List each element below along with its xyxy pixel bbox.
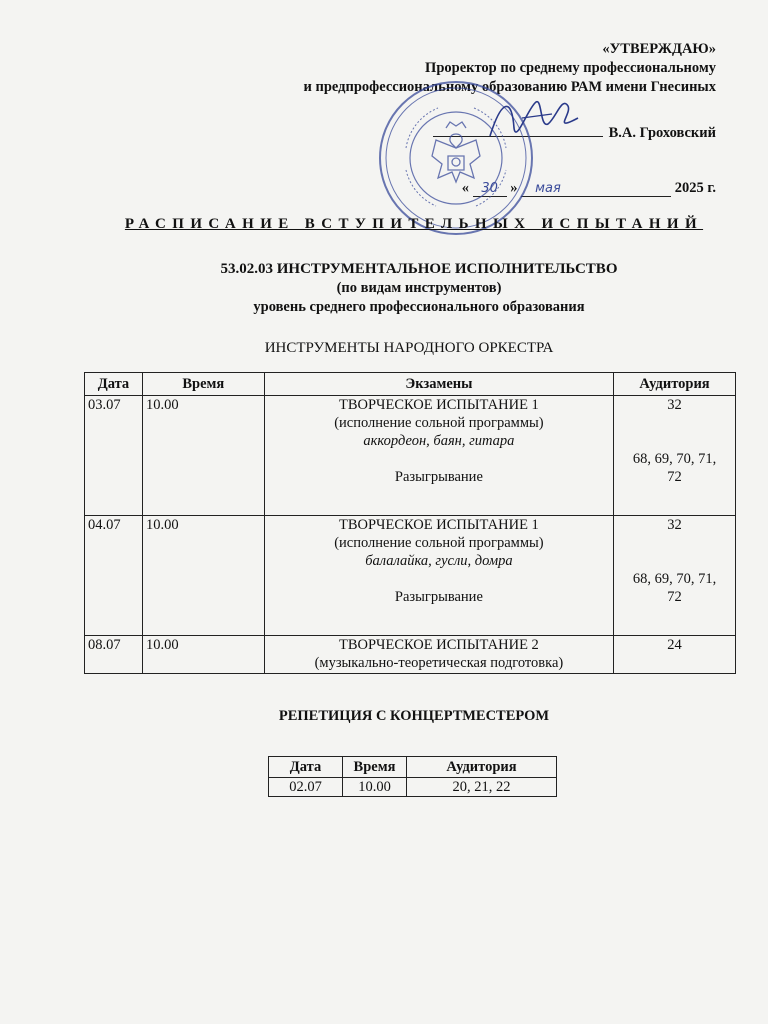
row-date: 03.07 <box>85 396 143 516</box>
date-month: мая <box>521 181 671 197</box>
specialty-subtitle: (по видам инструментов) <box>336 280 502 296</box>
table-header-row <box>85 373 736 396</box>
rehearsal-title: РЕПЕТИЦИЯ С КОНЦЕРТМЕСТЕРОМ <box>278 708 550 724</box>
specialty-level: уровень среднего профессионального образования <box>253 299 585 315</box>
row-time: 10.00 <box>142 636 264 674</box>
date-open-quote: « <box>461 180 470 196</box>
exam-instruments: аккордеон, баян, гитара <box>363 433 515 449</box>
table-row <box>85 636 736 674</box>
approval-position-line1: Проректор по среднему профессиональному <box>425 60 716 76</box>
row-room <box>614 636 736 674</box>
table-row <box>85 396 736 516</box>
header-time: Время <box>142 373 264 396</box>
header-date: Дата <box>269 757 343 778</box>
exam-title: ТВОРЧЕСКОЕ ИСПЫТАНИЕ 1 <box>338 517 539 533</box>
room-warmup-line2: 72 <box>667 589 682 605</box>
row-exam <box>264 396 613 516</box>
room-main: 32 <box>667 517 682 533</box>
date-year: 2025 г. <box>674 180 716 196</box>
exam-title: ТВОРЧЕСКОЕ ИСПЫТАНИЕ 2 <box>338 637 539 653</box>
room-warmup-line2: 72 <box>667 469 682 485</box>
row-date: 04.07 <box>85 516 143 636</box>
date-close-quote: » <box>510 180 518 196</box>
header-room: Аудитория <box>614 373 736 396</box>
signatory-name: В.А. Гроховский <box>608 125 716 141</box>
approval-label: «УТВЕРЖДАЮ» <box>602 41 716 57</box>
row-date: 08.07 <box>85 636 143 674</box>
room-main: 32 <box>667 397 682 413</box>
room-warmup-line1: 68, 69, 70, 71, <box>632 571 717 587</box>
approval-position-line2: и предпрофессиональному образованию РАМ имени Гнесиных <box>303 79 716 95</box>
handwritten-signature-icon <box>482 88 592 148</box>
header-date: Дата <box>85 373 143 396</box>
room-main: 24 <box>667 637 682 653</box>
section-title: ИНСТРУМЕНТЫ НАРОДНОГО ОРКЕСТРА <box>264 340 554 356</box>
warmup-label: Разыгрывание <box>394 589 483 605</box>
specialty-block <box>0 260 768 317</box>
table-row <box>85 516 736 636</box>
exam-instruments: балалайка, гусли, домра <box>365 553 513 569</box>
row-time: 10.00 <box>343 778 407 797</box>
row-exam <box>264 516 613 636</box>
row-room <box>614 396 736 516</box>
exam-title: ТВОРЧЕСКОЕ ИСПЫТАНИЕ 1 <box>338 397 539 413</box>
row-time: 10.00 <box>142 396 264 516</box>
row-exam <box>264 636 613 674</box>
header-time: Время <box>343 757 407 778</box>
rehearsal-table <box>268 756 557 797</box>
table-row <box>269 778 557 797</box>
specialty-code-name: 53.02.03 ИНСТРУМЕНТАЛЬНОЕ ИСПОЛНИТЕЛЬСТВО <box>220 261 618 277</box>
row-date: 02.07 <box>269 778 343 797</box>
exam-description: (исполнение сольной программы) <box>334 415 544 431</box>
row-time: 10.00 <box>142 516 264 636</box>
warmup-label: Разыгрывание <box>394 469 483 485</box>
row-room <box>614 516 736 636</box>
room-warmup-line1: 68, 69, 70, 71, <box>632 451 717 467</box>
table-header-row <box>269 757 557 778</box>
exam-description: (исполнение сольной программы) <box>334 535 544 551</box>
exam-schedule-table <box>84 372 736 674</box>
exam-description: (музыкально-теоретическая подготовка) <box>314 655 564 671</box>
header-room: Аудитория <box>407 757 557 778</box>
header-exams: Экзамены <box>264 373 613 396</box>
row-room: 20, 21, 22 <box>407 778 557 797</box>
date-day: 30 <box>473 181 507 197</box>
schedule-title: РАСПИСАНИЕ ВСТУПИТЕЛЬНЫХ ИСПЫТАНИЙ <box>124 216 704 232</box>
